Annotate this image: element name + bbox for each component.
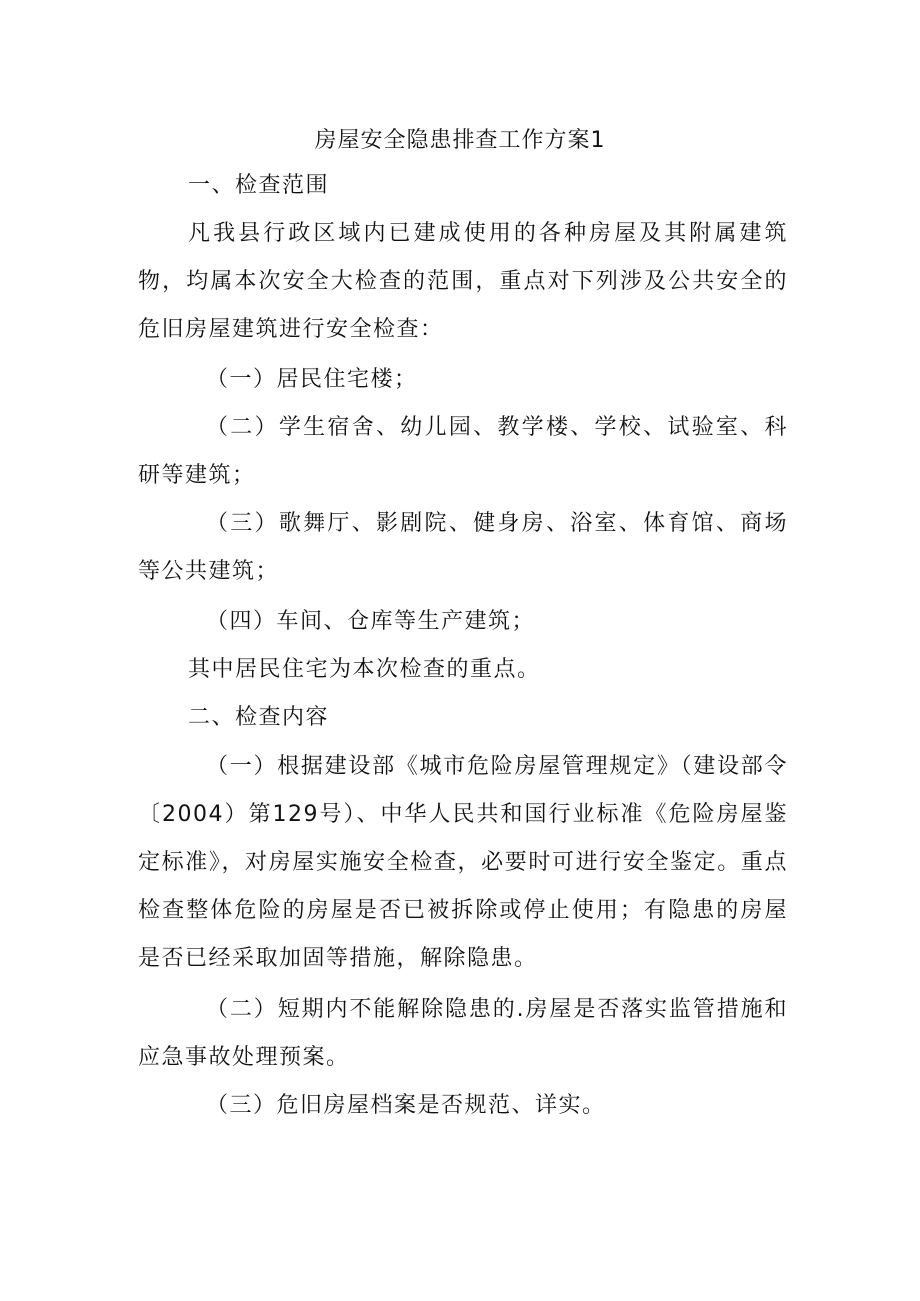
section-heading-content: 二、检查内容: [188, 705, 330, 730]
list-item-schools: （二）学生宿舍、幼儿园、教学楼、学校、试验室、科研等建筑；: [138, 415, 788, 488]
list-item-residential: （一）居民住宅楼；: [206, 367, 418, 392]
paragraph-scope-description: 凡我县行政区域内已建成使用的各种房屋及其附属建筑物，均属本次安全大检查的范围，重点对下列涉及公共安全的危旧房屋建筑进行安全检查：: [138, 221, 788, 342]
content-item-regulations: （一）根据建设部《城市危险房屋管理规定》（建设部令〔2004）第129号）、中华人民共和国行业标准《危险房屋鉴定标准》，对房屋实施安全检查，必要时可进行安全鉴定。重点检查整体危险的房屋是否已被拆除或停止使用；有隐患的房屋是否已经采取加固等措施，解除隐患。: [138, 754, 788, 971]
list-item-production-buildings: （四）车间、仓库等生产建筑；: [206, 609, 536, 634]
section-heading-scope: 一、检查范围: [188, 173, 330, 198]
list-item-public-buildings: （三）歌舞厅、影剧院、健身房、浴室、体育馆、商场等公共建筑；: [138, 511, 788, 584]
content-item-archives: （三）危旧房屋档案是否规范、详实。: [206, 1093, 606, 1118]
content-item-emergency-plan: （二）短期内不能解除隐患的.房屋是否落实监管措施和应急事故处理预案。: [138, 997, 788, 1070]
document-title: 房屋安全隐患排查工作方案1: [314, 128, 606, 153]
paragraph-focus-note: 其中居民住宅为本次检查的重点。: [188, 657, 541, 682]
